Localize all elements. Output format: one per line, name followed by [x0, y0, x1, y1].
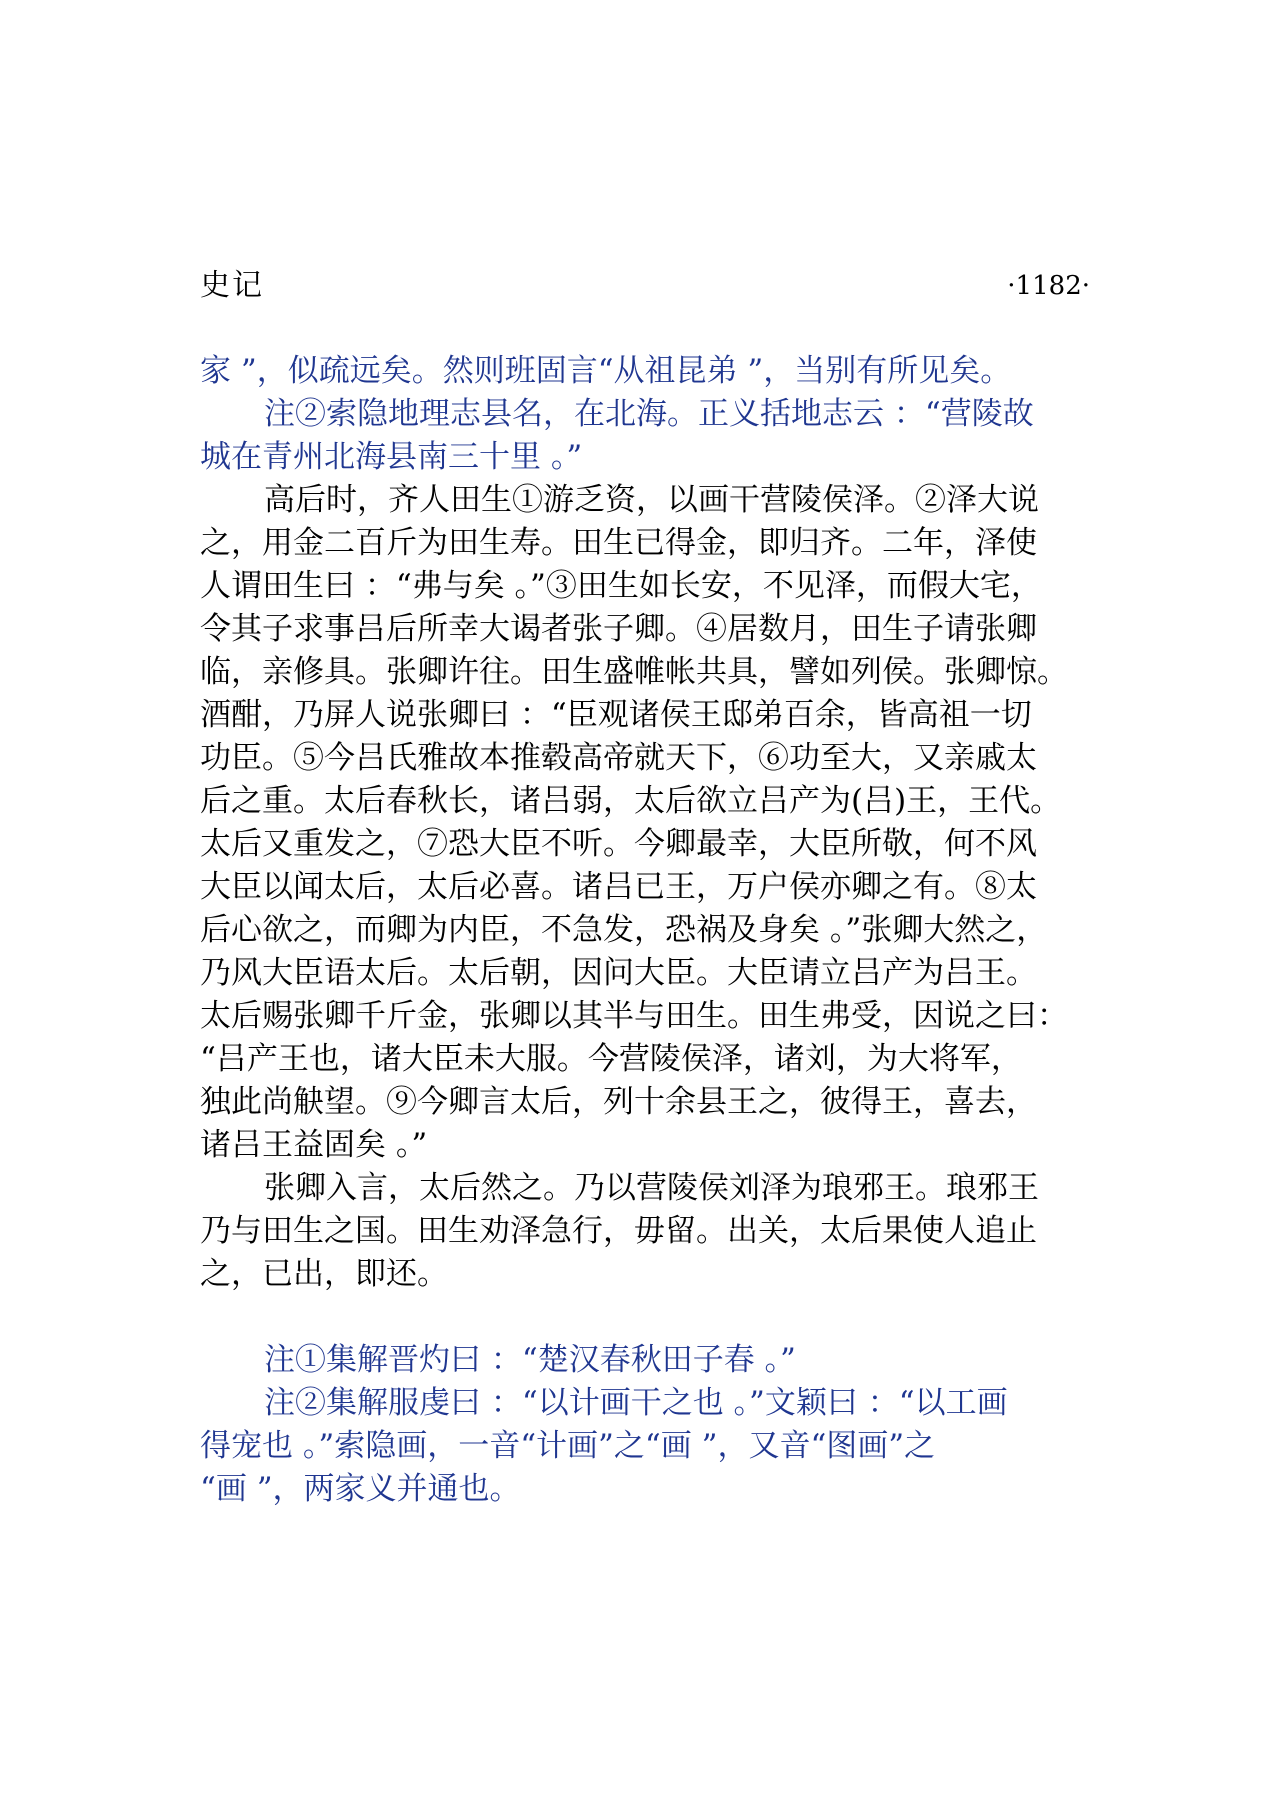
text-line: 后之重。太后春秋长，诸吕弱，太后欲立吕产为(吕)王，王代。	[200, 783, 1062, 819]
text-line: 功臣。⑤今吕氏雅故本推毂高帝就天下，⑥功至大，又亲戚太	[200, 740, 1037, 776]
text-line: 之，已出，即还。	[200, 1256, 448, 1292]
text-line: 令其子求事吕后所幸大谒者张子卿。④居数月，田生子请张卿	[200, 611, 1037, 647]
text-line: 后心欲之，而卿为内臣，不急发，恐祸及身矣 。”张卿大然之，	[200, 912, 1048, 948]
annotation-line: 得宠也 。”索隐画，一音“计画”之“画 ”，又音“图画”之	[200, 1428, 936, 1464]
paragraph-gap	[200, 1296, 1100, 1339]
annotation-line: 家 ”，似疏远矣。然则班固言“从祖昆弟 ”，当别有所见矣。	[200, 353, 1012, 389]
text-line: 高后时，齐人田生①游乏资，以画干营陵侯泽。②泽大说	[264, 482, 1039, 518]
annotation-line: 城在青州北海县南三十里 。”	[200, 439, 583, 475]
annotation-line: “画 ”，两家义并通也。	[200, 1471, 521, 1507]
text-line: 独此尚觖望。⑨今卿言太后，列十余县王之，彼得王，喜去，	[200, 1084, 1037, 1120]
annotation-line: 注①集解晋灼曰 ：“楚汉春秋田子春 。”	[264, 1342, 796, 1378]
text-line: 乃与田生之国。田生劝泽急行，毋留。出关，太后果使人追止	[200, 1213, 1037, 1249]
text-line: 诸吕王益固矣 。”	[200, 1127, 428, 1163]
text-line: 人谓田生曰 ：“弗与矣 。”③田生如长安，不见泽，而假大宅，	[200, 568, 1042, 604]
text-line: “吕产王也，诸大臣未大服。今营陵侯泽，诸刘，为大将军，	[200, 1041, 1022, 1077]
page-number: ·1182·	[1007, 271, 1090, 301]
annotation-line: 注②索隐地理志县名，在北海。正义括地志云 ：“营陵故	[264, 396, 1034, 432]
text-line: 乃风大臣语太后。太后朝，因问大臣。大臣请立吕产为吕王。	[200, 955, 1037, 991]
book-title: 史记	[200, 268, 264, 303]
text-line: 酒酣，乃屏人说张卿曰 ：“臣观诸侯王邸弟百余，皆高祖一切	[200, 697, 1032, 733]
text-line: 太后又重发之，⑦恐大臣不听。今卿最幸，大臣所敬，何不风	[200, 826, 1037, 862]
text-line: 太后赐张卿千斤金，张卿以其半与田生。田生弗受，因说之曰：	[200, 998, 1068, 1034]
text-line: 大臣以闻太后，太后必喜。诸吕已王，万户侯亦卿之有。⑧太	[200, 869, 1037, 905]
annotation-line: 注②集解服虔曰 ：“以计画干之也 。”文颖曰 ：“以工画	[264, 1385, 1008, 1421]
text-line: 之，用金二百斤为田生寿。田生已得金，即归齐。二年，泽使	[200, 525, 1037, 561]
text-line: 临，亲修具。张卿许往。田生盛帷帐共具，譬如列侯。张卿惊。	[200, 654, 1068, 690]
text-body	[200, 350, 1100, 1511]
page-header	[200, 262, 1090, 310]
text-line: 张卿入言，太后然之。乃以营陵侯刘泽为琅邪王。琅邪王	[264, 1170, 1039, 1206]
